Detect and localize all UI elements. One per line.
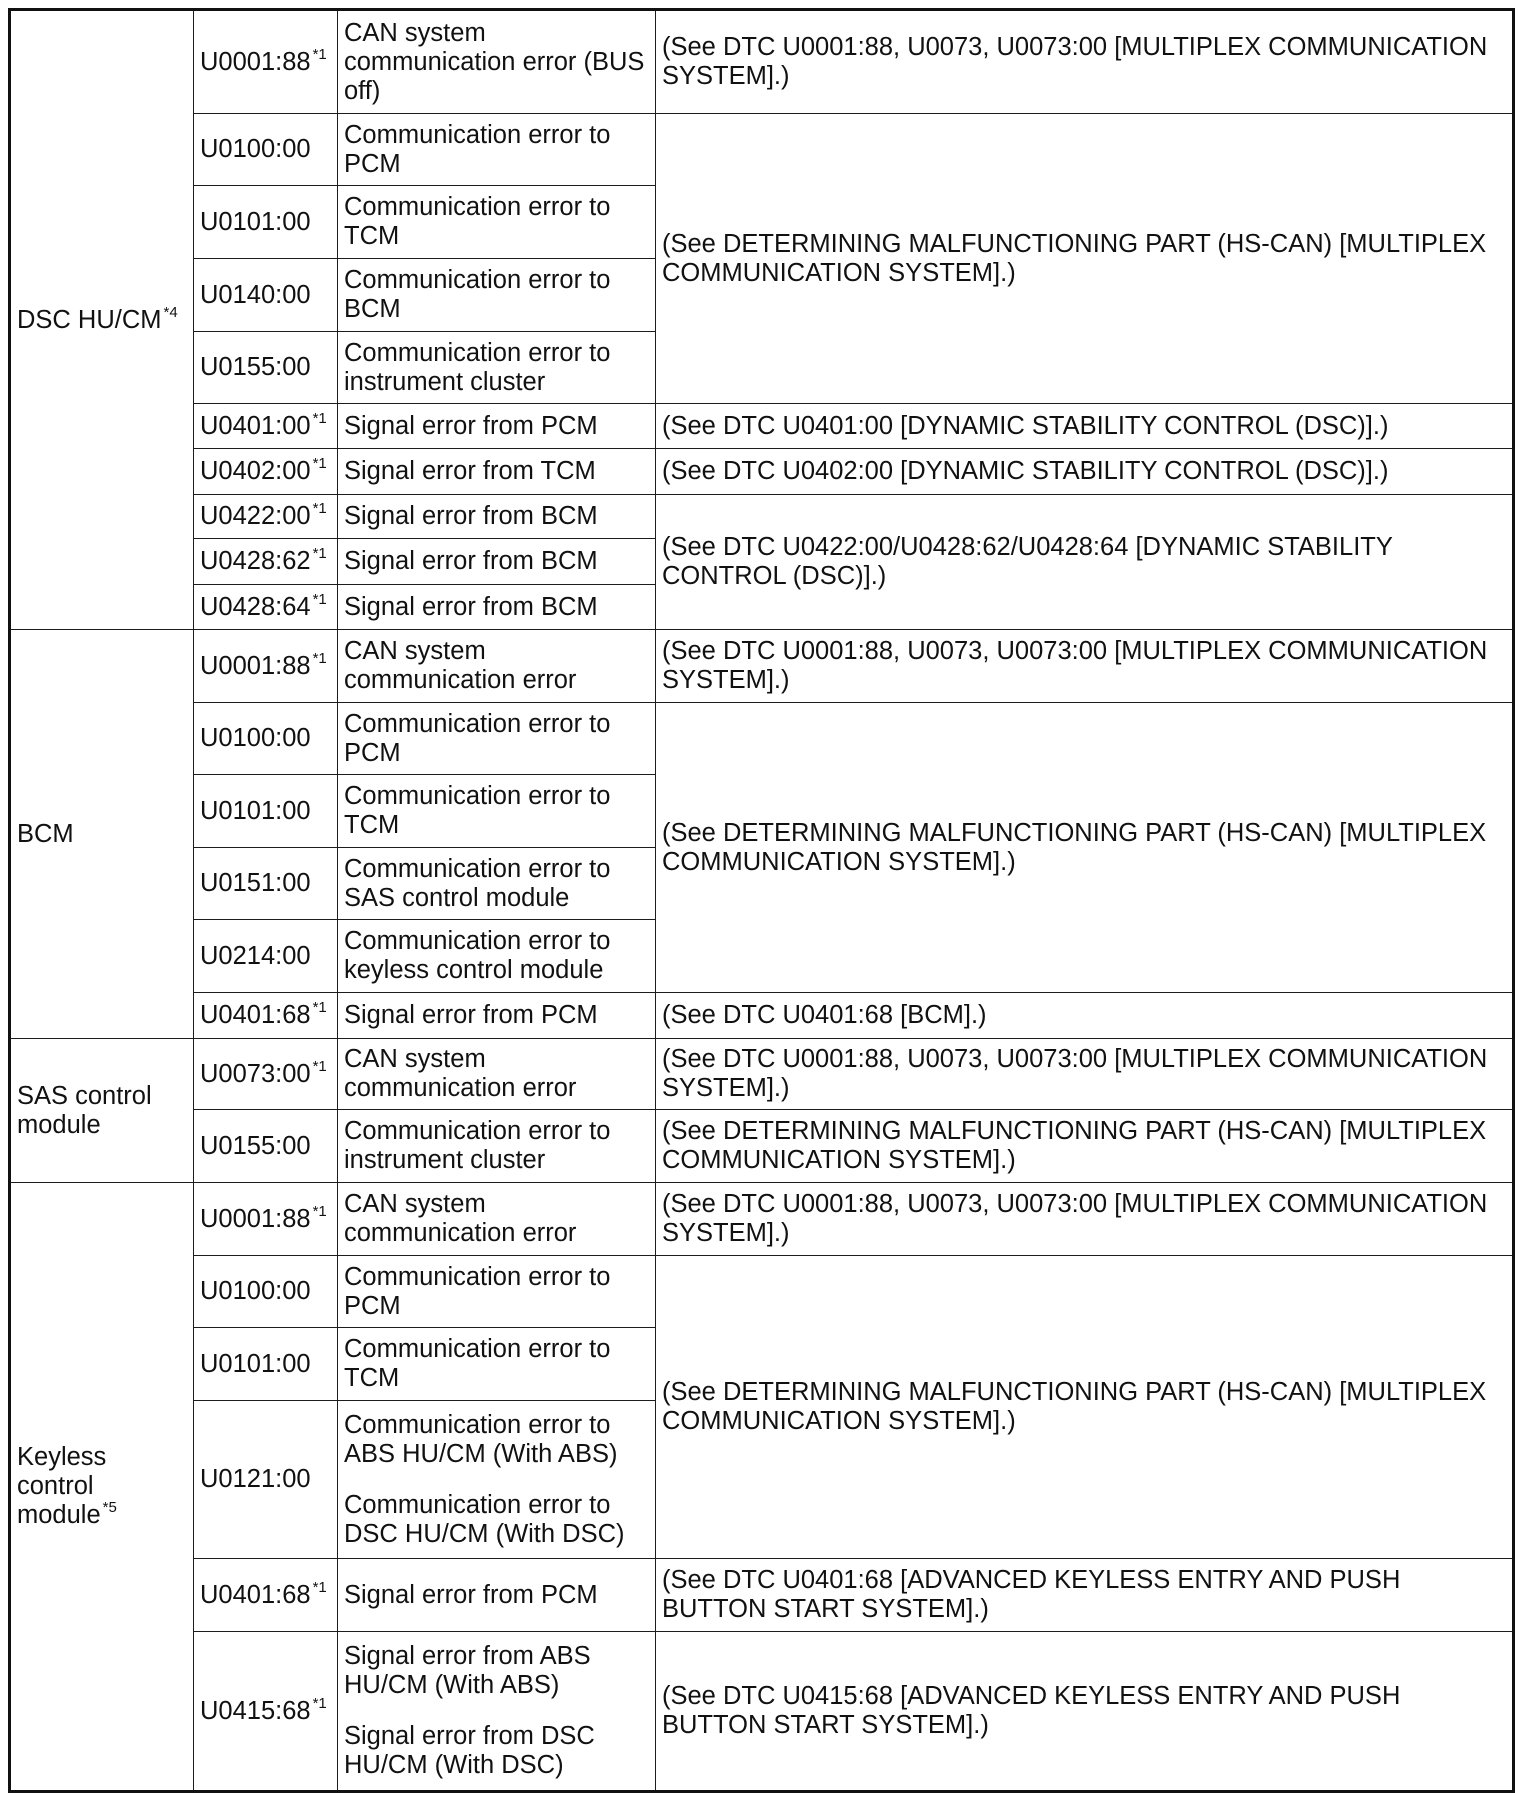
- action-reference: (See DTC U0402:00 [DYNAMIC STABILITY CONTROL (DSC)].): [656, 449, 1514, 495]
- dtc-description: Communication error to instrument cluster: [338, 332, 656, 404]
- dtc-description-line: Communication error to ABS HU/CM (With ABS): [344, 1410, 618, 1468]
- dtc-code-text: U0422:00: [200, 502, 311, 530]
- action-reference: (See DETERMINING MALFUNCTIONING PART (HS-CAN) [MULTIPLEX COMMUNICATION SYSTEM].): [656, 703, 1514, 993]
- dtc-code-text: U0001:88: [200, 651, 311, 680]
- footnote-marker: *1: [312, 45, 327, 63]
- dtc-table: [8, 8, 1515, 1793]
- table-row: [10, 1039, 1514, 1110]
- table-row: [10, 1632, 1514, 1792]
- action-reference: (See DTC U0401:68 [ADVANCED KEYLESS ENTRY AND PUSH BUTTON START SYSTEM].): [656, 1559, 1514, 1632]
- dtc-description: CAN system communication error: [338, 1039, 656, 1110]
- dtc-code-text: U0428:64: [200, 592, 311, 621]
- table-row: [10, 630, 1514, 703]
- dtc-description: Communication error to PCM: [338, 703, 656, 775]
- footnote-marker: *1: [312, 1202, 327, 1220]
- dtc-code: [194, 186, 338, 259]
- table-row: [10, 1256, 1514, 1328]
- action-reference: (See DTC U0401:00 [DYNAMIC STABILITY CONTROL (DSC)].): [656, 404, 1514, 449]
- dtc-code-text: U0121:00: [200, 1465, 311, 1493]
- action-reference: (See DTC U0422:00/U0428:62/U0428:64 [DYNAMIC STABILITY CONTROL (DSC)].): [656, 495, 1514, 630]
- dtc-description: Signal error from PCM: [338, 1559, 656, 1632]
- dtc-code: [194, 114, 338, 186]
- dtc-code-text: U0402:00: [200, 457, 311, 485]
- table-row: [10, 495, 1514, 539]
- action-reference: (See DTC U0001:88, U0073, U0073:00 [MULTIPLEX COMMUNICATION SYSTEM].): [656, 10, 1514, 114]
- footnote-marker: *1: [312, 455, 327, 472]
- dtc-code-text: U0100:00: [200, 724, 311, 752]
- dtc-description: CAN system communication error (BUS off): [338, 10, 656, 114]
- dtc-description: Communication error to PCM: [338, 114, 656, 186]
- dtc-code-text: U0401:68: [200, 1001, 311, 1029]
- dtc-description-line: Communication error to DSC HU/CM (With DSC): [344, 1490, 625, 1548]
- dtc-code: [194, 404, 338, 449]
- dtc-code-text: U0428:62: [200, 547, 311, 575]
- dtc-code: [194, 539, 338, 585]
- action-reference: (See DTC U0401:68 [BCM].): [656, 993, 1514, 1039]
- module-cell: SAS control module: [10, 1039, 194, 1183]
- table-row: [10, 449, 1514, 495]
- dtc-code-text: U0100:00: [200, 1277, 311, 1305]
- table-row: [10, 10, 1514, 114]
- action-reference: (See DETERMINING MALFUNCTIONING PART (HS-CAN) [MULTIPLEX COMMUNICATION SYSTEM].): [656, 114, 1514, 404]
- dtc-code-text: U0001:88: [200, 47, 311, 76]
- dtc-description: Communication error to SAS control module: [338, 848, 656, 920]
- action-reference: (See DETERMINING MALFUNCTIONING PART (HS-CAN) [MULTIPLEX COMMUNICATION SYSTEM].): [656, 1110, 1514, 1183]
- action-reference: (See DETERMINING MALFUNCTIONING PART (HS-CAN) [MULTIPLEX COMMUNICATION SYSTEM].): [656, 1256, 1514, 1559]
- action-reference: (See DTC U0415:68 [ADVANCED KEYLESS ENTRY AND PUSH BUTTON START SYSTEM].): [656, 1632, 1514, 1792]
- dtc-description: [338, 1632, 656, 1792]
- dtc-code: [194, 630, 338, 703]
- dtc-code-text: U0101:00: [200, 1349, 311, 1378]
- dtc-description: Signal error from PCM: [338, 993, 656, 1039]
- dtc-code-text: U0151:00: [200, 869, 311, 897]
- table-row: [10, 404, 1514, 449]
- table-row: [10, 993, 1514, 1039]
- dtc-code: [194, 1401, 338, 1559]
- dtc-description: Communication error to TCM: [338, 1328, 656, 1401]
- footnote-marker: *1: [312, 1694, 327, 1712]
- dtc-code-text: U0401:00: [200, 411, 311, 440]
- dtc-code-text: U0100:00: [200, 135, 311, 163]
- dtc-code: [194, 332, 338, 404]
- dtc-code-text: U0155:00: [200, 1131, 311, 1160]
- dtc-code: [194, 1632, 338, 1792]
- dtc-description: Signal error from PCM: [338, 404, 656, 449]
- footnote-marker: *1: [312, 1057, 327, 1075]
- dtc-description-line: Signal error from ABS HU/CM (With ABS): [344, 1642, 591, 1699]
- dtc-description: Communication error to keyless control module: [338, 920, 656, 993]
- dtc-code: [194, 1110, 338, 1183]
- footnote-marker: *1: [312, 409, 327, 427]
- dtc-description: Signal error from BCM: [338, 585, 656, 630]
- dtc-description: Communication error to TCM: [338, 775, 656, 848]
- module-cell: BCM: [10, 630, 194, 1039]
- dtc-code: [194, 1328, 338, 1401]
- dtc-code: [194, 775, 338, 848]
- dtc-code: [194, 848, 338, 920]
- dtc-code-text: U0140:00: [200, 280, 311, 309]
- footnote-marker: *5: [102, 1499, 117, 1516]
- dtc-description: [338, 1401, 656, 1559]
- dtc-code: [194, 1559, 338, 1632]
- dtc-code: [194, 449, 338, 495]
- dtc-code: [194, 1256, 338, 1328]
- action-reference: (See DTC U0001:88, U0073, U0073:00 [MULTIPLEX COMMUNICATION SYSTEM].): [656, 1183, 1514, 1256]
- table-row: [10, 114, 1514, 186]
- dtc-description: Communication error to instrument cluster: [338, 1110, 656, 1183]
- footnote-marker: *1: [312, 545, 327, 562]
- dtc-code-text: U0073:00: [200, 1059, 311, 1088]
- dtc-code: [194, 993, 338, 1039]
- action-reference: (See DTC U0001:88, U0073, U0073:00 [MULTIPLEX COMMUNICATION SYSTEM].): [656, 1039, 1514, 1110]
- dtc-description: CAN system communication error: [338, 630, 656, 703]
- footnote-marker: *1: [312, 999, 327, 1016]
- footnote-marker: *1: [312, 500, 327, 517]
- dtc-code-text: U0155:00: [200, 353, 311, 381]
- dtc-description: CAN system communication error: [338, 1183, 656, 1256]
- dtc-description: Communication error to PCM: [338, 1256, 656, 1328]
- dtc-code: [194, 703, 338, 775]
- table-row: [10, 1559, 1514, 1632]
- dtc-code-text: U0214:00: [200, 941, 311, 970]
- dtc-description: Signal error from BCM: [338, 539, 656, 585]
- footnote-marker: *1: [312, 590, 327, 608]
- dtc-code: [194, 259, 338, 332]
- dtc-code: [194, 1039, 338, 1110]
- dtc-code-text: U0101:00: [200, 796, 311, 825]
- dtc-code-text: U0401:68: [200, 1580, 311, 1609]
- dtc-code: [194, 1183, 338, 1256]
- footnote-marker: *1: [312, 649, 327, 667]
- footnote-marker: *1: [312, 1578, 327, 1596]
- table-row: [10, 1183, 1514, 1256]
- dtc-code: [194, 585, 338, 630]
- table-row: [10, 1110, 1514, 1183]
- dtc-code-text: U0101:00: [200, 207, 311, 236]
- dtc-code-text: U0001:88: [200, 1204, 311, 1233]
- module-cell: Keyless control module $^{*5}$: [10, 1183, 194, 1792]
- dtc-description-line: Signal error from DSC HU/CM (With DSC): [344, 1722, 595, 1779]
- dtc-description: Communication error to BCM: [338, 259, 656, 332]
- dtc-code: [194, 495, 338, 539]
- dtc-code: [194, 10, 338, 114]
- dtc-description: Communication error to TCM: [338, 186, 656, 259]
- dtc-code-text: U0415:68: [200, 1696, 311, 1725]
- module-cell: DSC HU/CM $^{*4}$: [10, 10, 194, 630]
- dtc-description: Signal error from TCM: [338, 449, 656, 495]
- table-row: [10, 703, 1514, 775]
- dtc-code: [194, 920, 338, 993]
- footnote-marker: *4: [163, 303, 178, 321]
- dtc-description: Signal error from BCM: [338, 495, 656, 539]
- action-reference: (See DTC U0001:88, U0073, U0073:00 [MULTIPLEX COMMUNICATION SYSTEM].): [656, 630, 1514, 703]
